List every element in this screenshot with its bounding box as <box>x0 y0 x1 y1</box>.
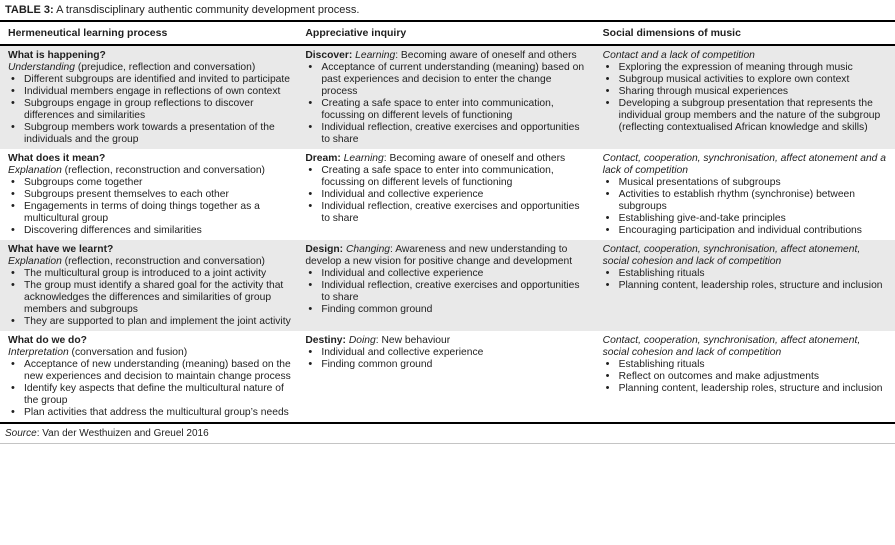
bullet-item: • Identify key aspects that define the multicultural nature of the group <box>8 383 292 407</box>
bullet-item: • Individual reflection, creative exercises and opportunities to share <box>305 280 589 304</box>
cell-heading <box>603 153 887 177</box>
source-label: Source <box>5 428 37 439</box>
bullet-list <box>603 177 887 237</box>
bullet-list <box>8 177 292 237</box>
cell-heading-part: : New behaviour <box>375 335 451 346</box>
cell-heading <box>8 153 292 177</box>
bullet-item: • Individual and collective experience <box>305 189 589 201</box>
bullet-item: • Subgroups present themselves to each other <box>8 189 292 201</box>
table-cell <box>8 244 292 328</box>
bullet-item: • Sharing through musical experiences <box>603 86 887 98</box>
cell-heading-part: : Becoming aware of oneself and others <box>395 50 577 61</box>
cell-heading-part: (conversation and fusion) <box>68 347 188 358</box>
cell-heading <box>305 244 589 268</box>
table-caption-label: TABLE 3: <box>5 4 54 16</box>
cell-heading-part: Learning <box>355 50 396 61</box>
cell-heading-part: Contact, cooperation, synchronisation, affect atonement and a lack of competition <box>602 153 886 176</box>
bullet-item: • Finding common ground <box>305 359 589 371</box>
table-cell <box>305 335 589 419</box>
table-cell <box>8 335 292 419</box>
bullet-item: • Individual and collective experience <box>305 268 589 280</box>
cell-heading <box>305 335 589 347</box>
cell-heading-part: Discover: <box>305 50 356 61</box>
cell-heading <box>603 335 887 359</box>
cell-heading-part: What is happening? <box>8 50 106 61</box>
bullet-list <box>305 165 589 225</box>
cell-heading <box>603 244 887 268</box>
bullet-item: • Acceptance of current understanding (meaning) based on past experiences and decision to enter the change process <box>305 62 589 98</box>
source-note <box>0 424 895 443</box>
cell-heading-part: (reflection, reconstruction and conversation) <box>61 165 265 176</box>
bullet-item: • Developing a subgroup presentation that represents the individual group members and the nature of the subgroup (reflecting contextualised African knowledge and skills) <box>603 98 887 134</box>
bullet-item: • Plan activities that address the multicultural group’s needs <box>8 407 292 419</box>
cell-heading-part: Design: <box>305 244 346 255</box>
bullet-list <box>8 268 292 328</box>
bullet-item: • Individual members engage in reflections of own context <box>8 86 292 98</box>
bullet-list <box>305 347 589 371</box>
table-cell <box>603 50 887 146</box>
bullet-item: • Subgroup members work towards a presentation of the individuals and the group <box>8 122 292 146</box>
bullet-list <box>305 268 589 316</box>
bullet-item: • Engagements in terms of doing things together as a multicultural group <box>8 201 292 225</box>
bullet-item: • Reflect on outcomes and make adjustments <box>603 371 887 383</box>
cell-heading <box>8 244 292 268</box>
table-cell <box>305 50 589 146</box>
column-header-hermeneutical: Hermeneutical learning process <box>8 27 168 39</box>
source-text: : Van der Westhuizen and Greuel 2016 <box>36 428 209 439</box>
bullet-item: • Planning content, leadership roles, structure and inclusion <box>603 383 887 395</box>
bullet-item: • The group must identify a shared goal for the activity that acknowledges the differences and similarities of group members and subgroups <box>8 280 292 316</box>
bullet-item: • They are supported to plan and implement the joint activity <box>8 316 292 328</box>
cell-heading-part: (prejudice, reflection and conversation) <box>74 62 256 73</box>
bullet-item: • Creating a safe space to enter into communication, focussing on different levels of functioning <box>305 165 589 189</box>
cell-heading-part: Destiny: <box>305 335 349 346</box>
table-row <box>0 331 895 422</box>
bullet-item: • Encouraging participation and individual contributions <box>603 225 887 237</box>
cell-heading-part: Explanation <box>8 256 62 267</box>
cell-heading-part: Learning <box>343 153 384 164</box>
bullet-item: • Exploring the expression of meaning through music <box>603 62 887 74</box>
table-row <box>0 149 895 240</box>
column-header-social-dimensions: Social dimensions of music <box>602 27 741 39</box>
cell-heading <box>305 153 589 165</box>
cell-heading <box>305 50 589 62</box>
bullet-list <box>603 62 887 134</box>
bullet-item: • Subgroups come together <box>8 177 292 189</box>
bullet-item: • Discovering differences and similarities <box>8 225 292 237</box>
cell-heading-part: What does it mean? <box>8 153 106 164</box>
cell-heading-part: Interpretation <box>8 347 69 358</box>
bullet-item: • Individual reflection, creative exercises and opportunities to share <box>305 122 589 146</box>
table-cell <box>305 153 589 237</box>
bullet-item: • Finding common ground <box>305 304 589 316</box>
bullet-item: • Subgroups engage in group reflections to discover differences and similarities <box>8 98 292 122</box>
bullet-item: • Creating a safe space to enter into communication, focussing on different levels of functioning <box>305 98 589 122</box>
bullet-item: • Establishing rituals <box>603 268 887 280</box>
bullet-list <box>8 74 292 146</box>
table-body <box>0 46 895 422</box>
bullet-item: • Establishing rituals <box>603 359 887 371</box>
bullet-item: • Establishing give-and-take principles <box>603 213 887 225</box>
table-caption-text: A transdisciplinary authentic community development process. <box>53 4 360 16</box>
table-caption <box>0 3 895 20</box>
table-cell <box>603 335 887 419</box>
bullet-item: • Planning content, leadership roles, structure and inclusion <box>603 280 887 292</box>
table-cell <box>305 244 589 328</box>
cell-heading-part: Contact and a lack of competition <box>602 50 755 61</box>
bullet-item: • Individual and collective experience <box>305 347 589 359</box>
bullet-list <box>603 268 887 292</box>
cell-heading-part: Contact, cooperation, synchronisation, affect atonement, social cohesion and lack of competition <box>602 335 861 358</box>
cell-heading-part: What have we learnt? <box>8 244 114 255</box>
cell-heading-part: Explanation <box>8 165 62 176</box>
cell-heading-part: : Becoming aware of oneself and others <box>383 153 566 164</box>
cell-heading-part: Doing <box>348 335 376 346</box>
bullet-item: • Individual reflection, creative exercises and opportunities to share <box>305 201 589 225</box>
cell-heading <box>8 50 292 74</box>
table-cell <box>8 153 292 237</box>
cell-heading <box>8 335 292 359</box>
cell-heading-part: Contact, cooperation, synchronisation, affect atonement, social cohesion and lack of competition <box>602 244 861 267</box>
table-row <box>0 46 895 149</box>
bullet-list <box>8 359 292 419</box>
rule-page-bottom <box>0 443 895 444</box>
table-cell <box>8 50 292 146</box>
cell-heading-part: : Awareness and new understanding to develop a new vision for positive change and development <box>305 244 573 267</box>
bullet-item: • Musical presentations of subgroups <box>603 177 887 189</box>
bullet-list <box>603 359 887 395</box>
cell-heading <box>603 50 887 62</box>
cell-heading-part: Changing <box>345 244 391 255</box>
bullet-item: • Different subgroups are identified and invited to participate <box>8 74 292 86</box>
bullet-list <box>305 62 589 146</box>
table-cell <box>603 153 887 237</box>
bullet-item: • The multicultural group is introduced to a joint activity <box>8 268 292 280</box>
cell-heading-part: (reflection, reconstruction and conversation) <box>61 256 265 267</box>
cell-heading-part: Understanding <box>8 62 75 73</box>
cell-heading-part: What do we do? <box>8 335 87 346</box>
cell-heading-part: Dream: <box>305 153 344 164</box>
table-header-row <box>0 22 895 44</box>
bullet-item: • Acceptance of new understanding (meaning) based on the new experiences and decision to maintain change process <box>8 359 292 383</box>
bullet-item: • Activities to establish rhythm (synchronise) between subgroups <box>603 189 887 213</box>
table-row <box>0 240 895 331</box>
column-header-appreciative: Appreciative inquiry <box>305 27 407 39</box>
bullet-item: • Subgroup musical activities to explore own context <box>603 74 887 86</box>
table-cell <box>603 244 887 328</box>
